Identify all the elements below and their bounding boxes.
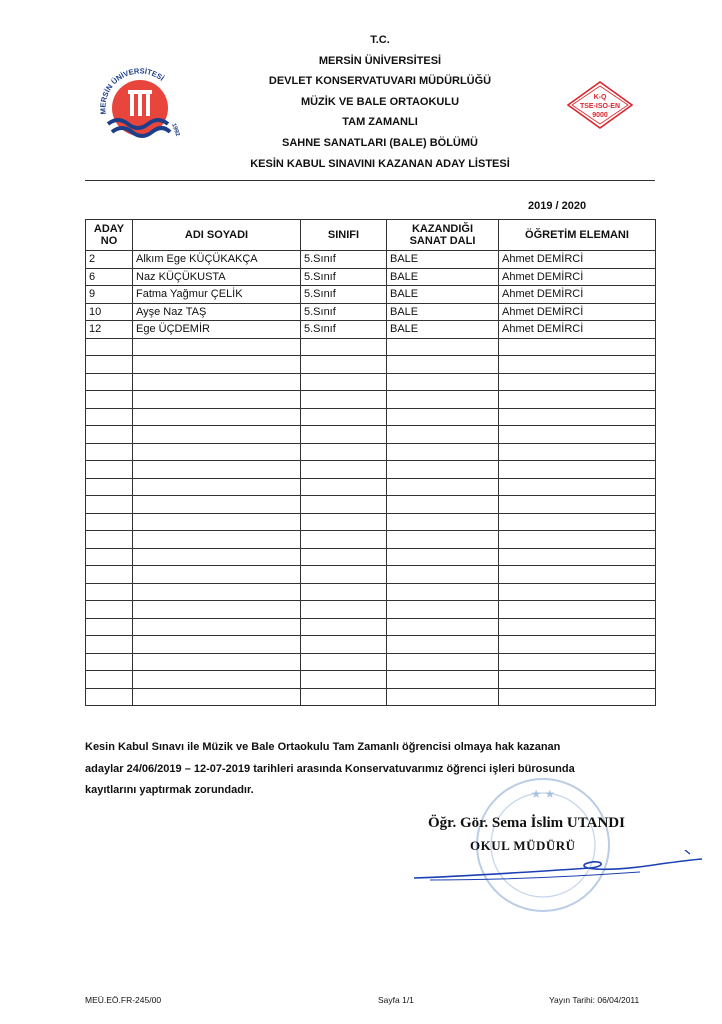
cell-no xyxy=(86,653,133,671)
table-row xyxy=(86,391,656,409)
cell-no xyxy=(86,688,133,706)
cell-branch xyxy=(387,478,499,496)
svg-text:★ ★: ★ ★ xyxy=(530,787,556,801)
col-header-name: ADI SOYADI xyxy=(133,220,301,251)
cell-branch xyxy=(387,566,499,584)
cell-teacher xyxy=(499,531,656,549)
table-row xyxy=(86,636,656,654)
cell-no: 9 xyxy=(86,286,133,304)
cell-name xyxy=(133,426,301,444)
cell-name: Ayşe Naz TAŞ xyxy=(133,303,301,321)
cell-teacher: Ahmet DEMİRCİ xyxy=(499,321,656,339)
table-row xyxy=(86,583,656,601)
cell-branch xyxy=(387,601,499,619)
cell-teacher xyxy=(499,513,656,531)
col-header-no: ADAY NO xyxy=(86,220,133,251)
table-row xyxy=(86,303,656,321)
notice-line: adaylar 24/06/2019 – 12-07-2019 tarihleri arasında Konservatuvarımız öğrenci işleri bürosunda xyxy=(85,762,575,775)
table-row xyxy=(86,618,656,636)
cell-no: 6 xyxy=(86,268,133,286)
cell-class: 5.Sınıf xyxy=(301,268,387,286)
cell-name xyxy=(133,671,301,689)
table-row xyxy=(86,478,656,496)
cell-name xyxy=(133,601,301,619)
cell-branch xyxy=(387,513,499,531)
cell-name: Naz KÜÇÜKUSTA xyxy=(133,268,301,286)
cell-name xyxy=(133,513,301,531)
cell-no xyxy=(86,408,133,426)
cell-teacher xyxy=(499,426,656,444)
footer-page: Sayfa 1/1 xyxy=(378,995,414,1005)
cell-class: 5.Sınıf xyxy=(301,251,387,269)
cell-class: 5.Sınıf xyxy=(301,286,387,304)
cell-teacher xyxy=(499,653,656,671)
cell-teacher xyxy=(499,408,656,426)
cell-class xyxy=(301,688,387,706)
cell-class xyxy=(301,373,387,391)
cell-branch xyxy=(387,653,499,671)
header-line: T.C. xyxy=(370,34,390,46)
cell-class xyxy=(301,548,387,566)
col-header-class: SINIFI xyxy=(301,220,387,251)
cell-branch: BALE xyxy=(387,321,499,339)
cell-class: 5.Sınıf xyxy=(301,321,387,339)
cell-no xyxy=(86,548,133,566)
footer-doc-code: MEÜ.EÖ.FR-245/00 xyxy=(85,995,162,1005)
cell-branch: BALE xyxy=(387,251,499,269)
cell-no xyxy=(86,478,133,496)
cell-class xyxy=(301,671,387,689)
cell-no xyxy=(86,566,133,584)
header-line: MÜZİK VE BALE ORTAOKULU xyxy=(300,95,460,108)
header-divider xyxy=(85,180,655,181)
cell-no xyxy=(86,583,133,601)
university-logo-icon xyxy=(94,62,184,152)
badge-line3: 9000 xyxy=(592,112,608,119)
cell-teacher xyxy=(499,338,656,356)
cell-branch xyxy=(387,548,499,566)
cell-no xyxy=(86,496,133,514)
table-row xyxy=(86,566,656,584)
cell-branch xyxy=(387,443,499,461)
header-line: KESİN KABUL SINAVINI KAZANAN ADAY LİSTESİ xyxy=(250,157,510,170)
cell-teacher xyxy=(499,356,656,374)
cell-class xyxy=(301,566,387,584)
cell-teacher: Ahmet DEMİRCİ xyxy=(499,303,656,321)
table-row xyxy=(86,688,656,706)
document-header xyxy=(180,30,580,174)
cell-teacher: Ahmet DEMİRCİ xyxy=(499,268,656,286)
cell-teacher xyxy=(499,443,656,461)
cell-name xyxy=(133,338,301,356)
cell-no xyxy=(86,461,133,479)
cell-teacher xyxy=(499,636,656,654)
cell-teacher xyxy=(499,601,656,619)
cell-branch xyxy=(387,636,499,654)
table-row xyxy=(86,653,656,671)
logo-year: 1992 xyxy=(170,122,181,138)
cell-name xyxy=(133,583,301,601)
cell-name xyxy=(133,408,301,426)
col-header-teacher: ÖĞRETİM ELEMANI xyxy=(499,220,656,251)
table-row xyxy=(86,408,656,426)
table-row xyxy=(86,251,656,269)
cell-teacher xyxy=(499,566,656,584)
table-row xyxy=(86,286,656,304)
cell-class xyxy=(301,338,387,356)
cell-no xyxy=(86,338,133,356)
badge-line2: TSE-ISO-EN xyxy=(579,103,621,110)
table-header-row xyxy=(86,220,656,251)
cell-teacher: Ahmet DEMİRCİ xyxy=(499,286,656,304)
cell-name xyxy=(133,496,301,514)
cell-name: Ege ÜÇDEMİR xyxy=(133,321,301,339)
footer-pub-date: Yayın Tarihi: 06/04/2011 xyxy=(549,995,640,1005)
cell-class xyxy=(301,496,387,514)
cell-no: 2 xyxy=(86,251,133,269)
cell-no xyxy=(86,356,133,374)
cell-teacher xyxy=(499,496,656,514)
cell-class xyxy=(301,443,387,461)
notice-line: kayıtlarını yaptırmak zorundadır. xyxy=(85,784,254,796)
cell-branch: BALE xyxy=(387,303,499,321)
table-row xyxy=(86,531,656,549)
cell-name: Fatma Yağmur ÇELİK xyxy=(133,286,301,304)
signatory-name: Öğr. Gör. Sema İslim UTANDI xyxy=(428,815,625,831)
cell-class xyxy=(301,391,387,409)
cell-branch xyxy=(387,671,499,689)
table-row xyxy=(86,356,656,374)
table-row xyxy=(86,338,656,356)
cell-class xyxy=(301,513,387,531)
cell-branch: BALE xyxy=(387,286,499,304)
cell-name xyxy=(133,636,301,654)
cell-branch xyxy=(387,688,499,706)
cell-name xyxy=(133,443,301,461)
cell-name xyxy=(133,461,301,479)
cell-class xyxy=(301,618,387,636)
cell-no xyxy=(86,513,133,531)
cell-name xyxy=(133,618,301,636)
cell-class xyxy=(301,478,387,496)
cell-name xyxy=(133,653,301,671)
table-row xyxy=(86,426,656,444)
table-row xyxy=(86,548,656,566)
cell-no xyxy=(86,618,133,636)
cell-class xyxy=(301,636,387,654)
cell-no xyxy=(86,636,133,654)
cell-class xyxy=(301,583,387,601)
cell-name xyxy=(133,356,301,374)
cell-class: 5.Sınıf xyxy=(301,303,387,321)
cell-no: 12 xyxy=(86,321,133,339)
cell-branch xyxy=(387,373,499,391)
signature-icon xyxy=(410,850,710,895)
cell-branch xyxy=(387,583,499,601)
cell-branch xyxy=(387,426,499,444)
cell-no xyxy=(86,443,133,461)
table-row xyxy=(86,461,656,479)
header-line: DEVLET KONSERVATUVARI MÜDÜRLÜĞÜ xyxy=(268,75,492,88)
cell-teacher xyxy=(499,583,656,601)
cell-teacher xyxy=(499,373,656,391)
cell-class xyxy=(301,461,387,479)
cell-name: Alkım Ege KÜÇÜKAKÇA xyxy=(133,251,301,269)
cell-no xyxy=(86,426,133,444)
logo-text: MERSİN ÜNİVERSİTESİ xyxy=(98,66,166,115)
cell-teacher: Ahmet DEMİRCİ xyxy=(499,251,656,269)
table-row xyxy=(86,373,656,391)
table-row xyxy=(86,268,656,286)
table-row xyxy=(86,513,656,531)
cell-branch xyxy=(387,338,499,356)
cell-no xyxy=(86,373,133,391)
cell-teacher xyxy=(499,461,656,479)
cell-no xyxy=(86,531,133,549)
table-row xyxy=(86,496,656,514)
cell-no xyxy=(86,671,133,689)
table-row xyxy=(86,443,656,461)
cell-class xyxy=(301,601,387,619)
cell-branch xyxy=(387,618,499,636)
cell-name xyxy=(133,373,301,391)
table-row xyxy=(86,601,656,619)
cell-no: 10 xyxy=(86,303,133,321)
cell-name xyxy=(133,391,301,409)
academic-year: 2019 / 2020 xyxy=(528,200,587,212)
cell-class xyxy=(301,356,387,374)
cell-name xyxy=(133,531,301,549)
cell-name xyxy=(133,688,301,706)
cell-branch xyxy=(387,356,499,374)
cell-branch xyxy=(387,496,499,514)
cell-teacher xyxy=(499,618,656,636)
header-line: MERSİN ÜNİVERSİTESİ xyxy=(318,54,442,67)
candidate-table xyxy=(85,219,656,706)
cell-teacher xyxy=(499,478,656,496)
signatory-title: OKUL MÜDÜRÜ xyxy=(470,838,576,853)
cell-teacher xyxy=(499,688,656,706)
cell-class xyxy=(301,426,387,444)
cell-class xyxy=(301,653,387,671)
cell-teacher xyxy=(499,391,656,409)
col-header-branch: KAZANDIĞI SANAT DALI xyxy=(387,220,499,251)
table-row xyxy=(86,671,656,689)
cell-name xyxy=(133,548,301,566)
cell-branch xyxy=(387,408,499,426)
cell-no xyxy=(86,601,133,619)
badge-line1: K-Q xyxy=(593,94,607,101)
cell-branch xyxy=(387,391,499,409)
notice-line: Kesin Kabul Sınavı ile Müzik ve Bale Ortaokulu Tam Zamanlı öğrencisi olmaya hak kazanan xyxy=(85,741,561,753)
cell-class xyxy=(301,408,387,426)
cell-no xyxy=(86,391,133,409)
cell-branch: BALE xyxy=(387,268,499,286)
cell-teacher xyxy=(499,671,656,689)
cell-name xyxy=(133,478,301,496)
cell-class xyxy=(301,531,387,549)
header-line: SAHNE SANATLARI (BALE) BÖLÜMÜ xyxy=(282,136,478,149)
cell-teacher xyxy=(499,548,656,566)
cell-branch xyxy=(387,531,499,549)
table-row xyxy=(86,321,656,339)
header-line: TAM ZAMANLI xyxy=(342,116,418,129)
cell-name xyxy=(133,566,301,584)
cell-branch xyxy=(387,461,499,479)
